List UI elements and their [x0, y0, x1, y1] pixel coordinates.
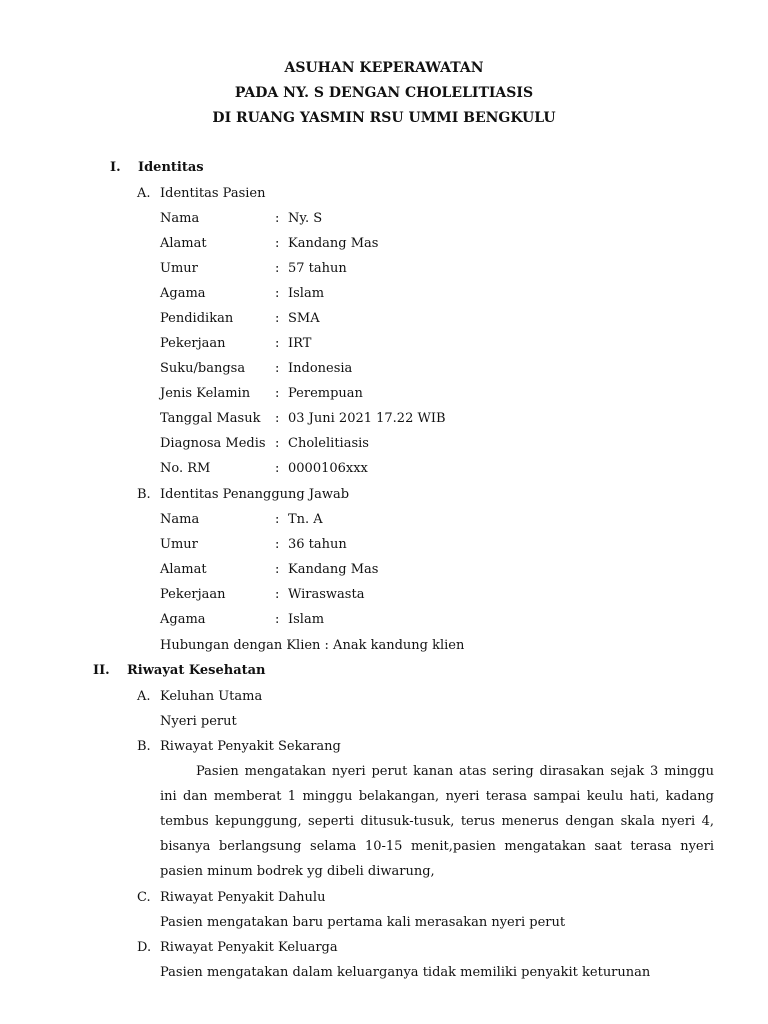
field-value: Tn. A: [288, 512, 323, 527]
subsection-2b-heading: Riwayat Penyakit Sekarang: [160, 739, 341, 754]
field-colon: :: [275, 562, 280, 577]
field-colon: :: [275, 411, 280, 426]
field-label: Diagnosa Medis: [160, 436, 266, 451]
field-label: Nama: [160, 512, 200, 527]
field-colon: :: [275, 537, 280, 552]
field-value: Indonesia: [288, 361, 353, 376]
main-complaint-text: Nyeri perut: [160, 714, 237, 729]
section-2-number: II.: [93, 663, 110, 678]
field-colon: :: [275, 436, 280, 451]
field-value: IRT: [288, 336, 312, 351]
field-colon: :: [275, 461, 280, 476]
field-value: 57 tahun: [288, 261, 347, 276]
section-2-heading: Riwayat Kesehatan: [127, 663, 266, 678]
doc-title-line-1: ASUHAN KEPERAWATAN: [284, 60, 484, 76]
field-colon: :: [275, 512, 280, 527]
field-colon: :: [275, 261, 280, 276]
field-colon: :: [275, 336, 280, 351]
field-value: Ny. S: [288, 211, 323, 226]
field-label: Umur: [160, 537, 198, 552]
field-label: Jenis Kelamin: [160, 386, 251, 401]
field-label: Agama: [160, 286, 206, 301]
field-value: 36 tahun: [288, 537, 347, 552]
field-colon: :: [275, 361, 280, 376]
doc-title-line-2: PADA NY. S DENGAN CHOLELITIASIS: [234, 85, 534, 101]
current-illness-paragraph: Pasien mengatakan nyeri perut kanan atas sering dirasakan sejak 3 minggu ini dan memberat 1 minggu belakangan, nyeri terasa sampai keulu hati, kadang tembus kepunggung, seperti ditusuk-tusuk, terus menerus dengan skala nyeri 4, bisanya berlangsung selama 10-15 menit,pasien mengatakan saat terasa nyeri pasien minum bodrek yg dibeli diwarung,: [160, 764, 714, 879]
field-label: Tanggal Masuk: [160, 411, 261, 426]
field-label: Agama: [160, 612, 206, 627]
field-label: Nama: [160, 211, 200, 226]
field-label: Pendidikan: [160, 311, 234, 326]
field-value: SMA: [288, 311, 320, 326]
field-label: Suku/bangsa: [160, 361, 246, 376]
field-colon: :: [275, 311, 280, 326]
subsection-1b-letter: B.: [137, 487, 151, 502]
family-illness-text: Pasien mengatakan dalam keluarganya tidak memiliki penyakit keturunan: [160, 965, 651, 980]
field-label: Alamat: [160, 236, 207, 251]
past-illness-text: Pasien mengatakan baru pertama kali merasakan nyeri perut: [160, 915, 566, 930]
field-value: 03 Juni 2021 17.22 WIB: [288, 411, 446, 426]
section-1-heading: Identitas: [138, 160, 204, 175]
subsection-2d-letter: D.: [137, 940, 152, 955]
field-colon: :: [275, 612, 280, 627]
section-1-number: I.: [110, 160, 121, 175]
field-value: Kandang Mas: [288, 562, 379, 577]
field-colon: :: [275, 587, 280, 602]
field-value: 0000106xxx: [288, 461, 368, 476]
field-colon: :: [275, 386, 280, 401]
field-value: Wiraswasta: [288, 587, 365, 602]
field-label: Umur: [160, 261, 198, 276]
field-colon: :: [275, 286, 280, 301]
subsection-1a-heading: Identitas Pasien: [160, 186, 266, 201]
subsection-2a-letter: A.: [137, 689, 151, 704]
subsection-1a-letter: A.: [137, 186, 151, 201]
subsection-2d-heading: Riwayat Penyakit Keluarga: [160, 940, 338, 955]
subsection-2c-letter: C.: [137, 890, 151, 905]
field-label: Alamat: [160, 562, 207, 577]
field-colon: :: [275, 211, 280, 226]
doc-title-line-3: DI RUANG YASMIN RSU UMMI BENGKULU: [212, 110, 556, 126]
field-value: Islam: [288, 286, 325, 301]
subsection-2a-heading: Keluhan Utama: [160, 689, 263, 704]
relationship-text: Hubungan dengan Klien : Anak kandung klien: [160, 638, 465, 653]
field-value: Islam: [288, 612, 325, 627]
subsection-2c-heading: Riwayat Penyakit Dahulu: [160, 890, 326, 905]
subsection-1b-heading: Identitas Penanggung Jawab: [160, 487, 350, 502]
field-colon: :: [275, 236, 280, 251]
field-label: Pekerjaan: [160, 336, 226, 351]
field-label: Pekerjaan: [160, 587, 226, 602]
field-label: No. RM: [160, 461, 211, 476]
field-value: Cholelitiasis: [288, 436, 369, 451]
subsection-2b-letter: B.: [137, 739, 151, 754]
field-value: Kandang Mas: [288, 236, 379, 251]
field-value: Perempuan: [288, 386, 363, 401]
